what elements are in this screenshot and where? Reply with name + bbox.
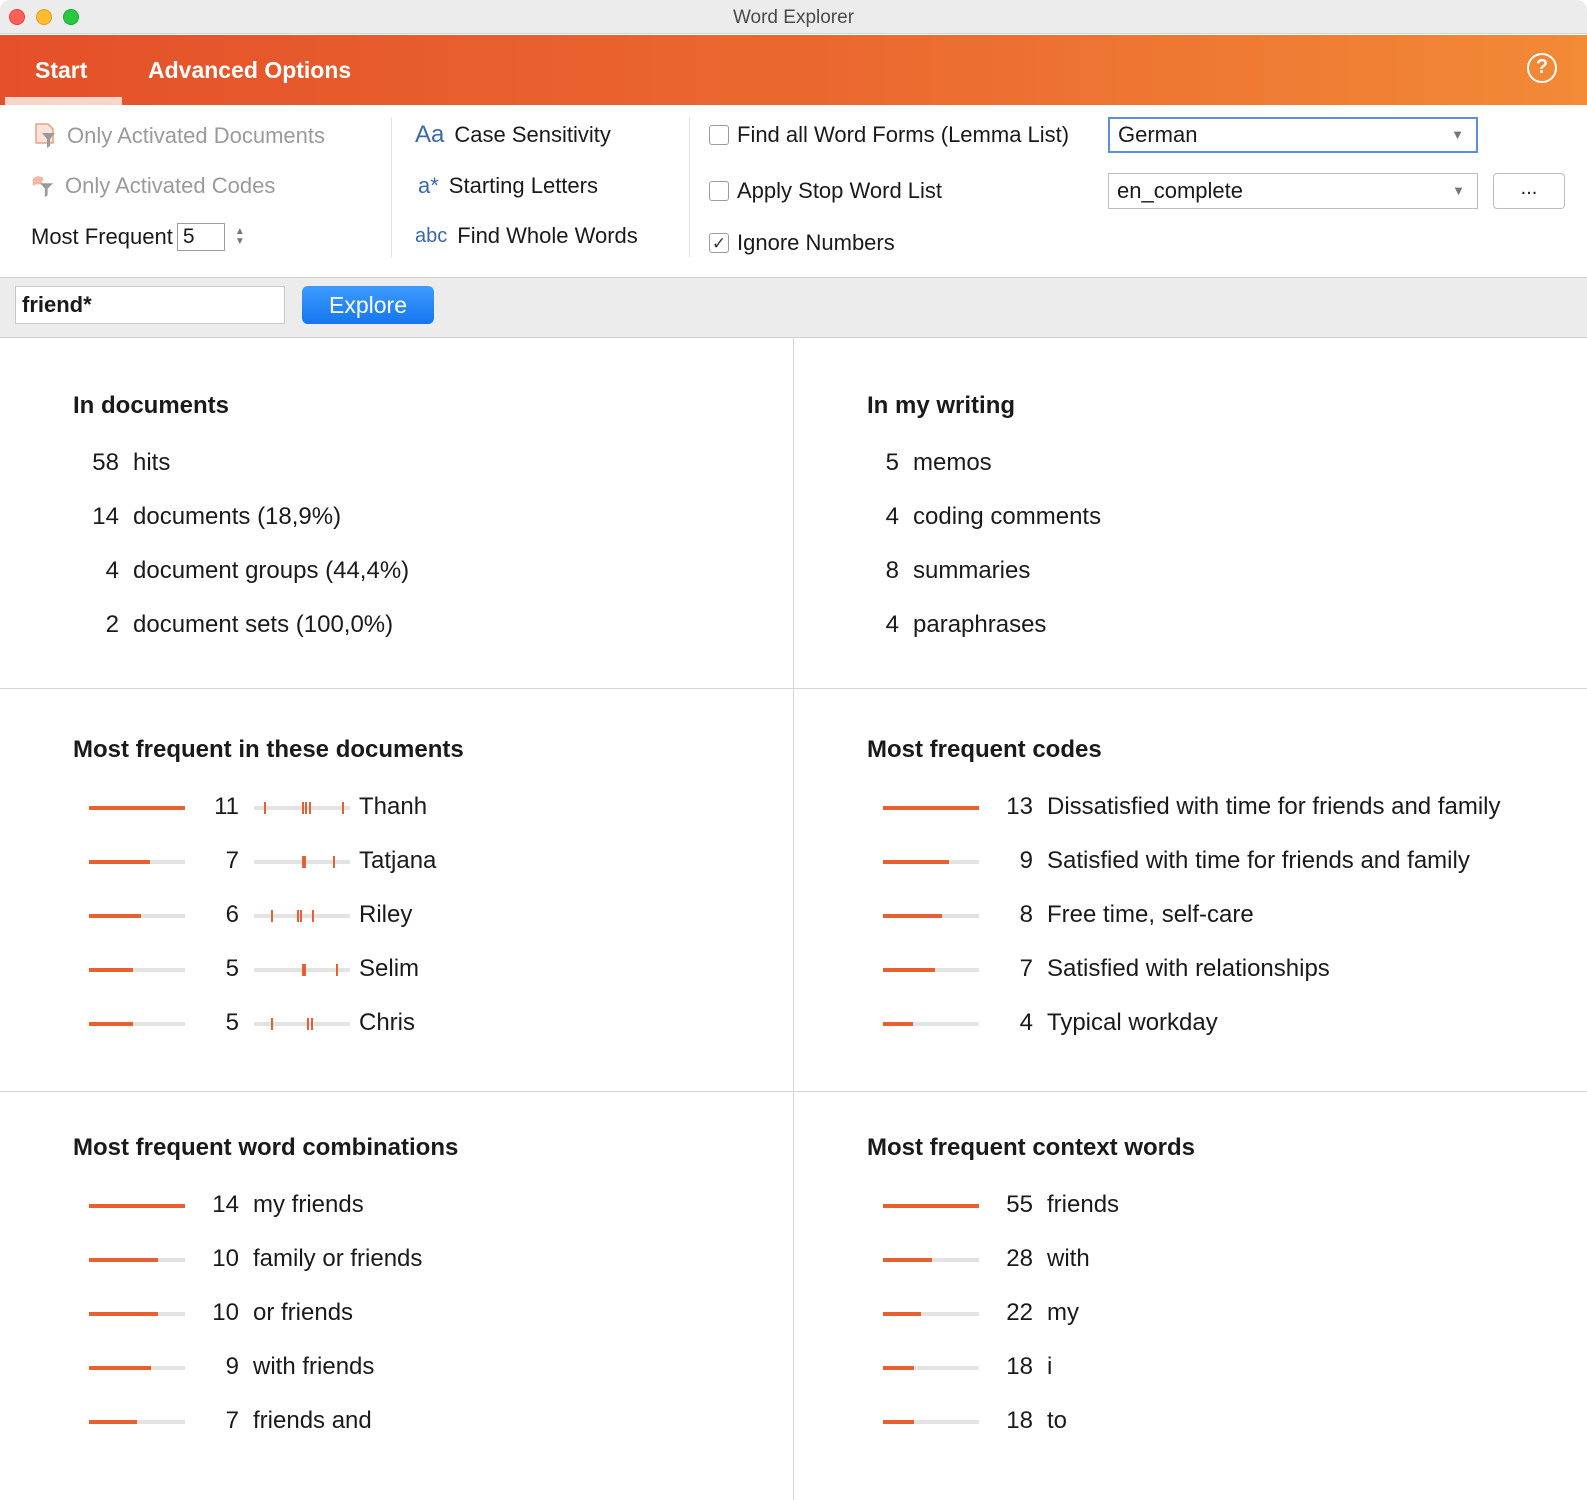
stop-list-value: en_complete <box>1117 178 1243 203</box>
section-title: Most frequent codes <box>867 736 1102 763</box>
document-name: Chris <box>359 1009 416 1036</box>
frequency-bar-fill <box>883 1258 932 1262</box>
freq-context-row[interactable]: 28 with <box>883 1245 1483 1275</box>
stat-row[interactable]: 4 coding comments <box>885 503 1102 530</box>
section-title: Most frequent in these documents <box>73 736 464 763</box>
options-toolbar <box>0 105 1587 278</box>
freq-combinations-section <box>73 1134 833 1444</box>
find-whole-words-label: Find Whole Words <box>457 223 638 248</box>
combination-text: my friends <box>253 1191 364 1218</box>
frequency-bar <box>89 1420 185 1424</box>
frequency-bar <box>883 1258 979 1262</box>
stat-row[interactable]: 58 hits <box>92 449 171 476</box>
frequency-bar-fill <box>89 806 185 810</box>
ignore-numbers-label: Ignore Numbers <box>737 230 895 255</box>
language-value: German <box>1118 122 1198 147</box>
row-divider <box>0 688 1587 689</box>
frequency-bar-fill <box>89 968 133 972</box>
stat-row[interactable]: 5 memos <box>885 449 992 476</box>
context-word: i <box>1047 1353 1053 1380</box>
frequency-bar-fill <box>89 1366 151 1370</box>
frequency-bar-fill <box>883 968 935 972</box>
chevron-down-icon: ▼ <box>1452 183 1465 198</box>
freq-code-row[interactable]: 9 Satisfied with time for friends and family <box>883 847 1563 877</box>
occurrence-tick <box>311 1018 313 1030</box>
frequency-bar <box>89 968 185 972</box>
distribution-sparkline <box>254 968 350 972</box>
frequency-bar <box>883 1022 979 1026</box>
section-title: Most frequent context words <box>867 1134 1196 1161</box>
case-sensitivity-icon: Aa <box>415 121 445 148</box>
chevron-down-icon: ▼ <box>1451 127 1464 142</box>
context-word: with <box>1047 1245 1090 1272</box>
stop-list-dropdown[interactable] <box>1108 173 1478 209</box>
lemma-checkbox[interactable] <box>709 125 729 145</box>
stop-word-list-checkbox[interactable] <box>709 178 942 204</box>
frequency-bar <box>89 860 185 864</box>
most-frequent-label: Most Frequent <box>31 224 173 249</box>
window-title: Word Explorer <box>732 7 855 28</box>
ignore-numbers-checkbox[interactable] <box>709 230 895 256</box>
context-word: my <box>1047 1299 1079 1326</box>
code-name: Satisfied with relationships <box>1047 955 1330 982</box>
frequency-bar-fill <box>89 1258 158 1262</box>
stat-row[interactable]: 2 document sets (100,0%) <box>105 611 394 638</box>
freq-context-row[interactable]: 18 i <box>883 1353 1483 1383</box>
freq-combination-row[interactable]: 14 my friends <box>89 1191 689 1221</box>
starting-letters-label: Starting Letters <box>448 173 598 198</box>
frequency-bar <box>883 1204 979 1208</box>
code-name: Satisfied with time for friends and family <box>1047 847 1470 874</box>
freq-doc-row[interactable]: 5 Selim <box>89 955 689 985</box>
occurrence-tick <box>309 802 311 814</box>
most-frequent-control <box>31 223 245 251</box>
frequency-bar <box>89 806 185 810</box>
distribution-sparkline <box>254 914 350 918</box>
freq-doc-row[interactable]: 11 Thanh <box>89 793 689 823</box>
code-name: Dissatisfied with time for friends and family <box>1047 793 1501 820</box>
starting-letters-icon: a* <box>418 173 439 198</box>
frequency-bar-fill <box>89 1204 185 1208</box>
only-activated-documents-button[interactable] <box>33 123 325 149</box>
toolbar-divider <box>689 117 690 257</box>
section-title: In my writing <box>867 392 1016 419</box>
occurrence-tick <box>264 802 266 814</box>
frequency-bar-fill <box>89 860 150 864</box>
occurrence-tick <box>312 910 314 922</box>
occurrence-tick <box>333 856 335 868</box>
frequency-bar <box>883 806 979 810</box>
distribution-sparkline <box>254 806 350 810</box>
frequency-bar-fill <box>883 1022 913 1026</box>
code-name: Free time, self-care <box>1047 901 1254 928</box>
starting-letters-option[interactable] <box>418 173 598 199</box>
tab-advanced-options[interactable]: Advanced Options <box>148 57 352 83</box>
frequency-bar <box>883 1420 979 1424</box>
language-dropdown[interactable] <box>1108 117 1478 153</box>
freq-combination-row[interactable]: 10 family or friends <box>89 1245 689 1275</box>
frequency-bar <box>883 914 979 918</box>
frequency-bar <box>89 1258 185 1262</box>
context-word: to <box>1047 1407 1068 1434</box>
frequency-bar <box>883 860 979 864</box>
only-activated-codes-button[interactable] <box>31 173 275 199</box>
stat-row[interactable]: 4 document groups (44,4%) <box>105 557 410 584</box>
toolbar-divider <box>391 117 392 257</box>
frequency-bar <box>89 1204 185 1208</box>
frequency-bar-fill <box>89 1022 133 1026</box>
most-frequent-input[interactable]: 5 <box>177 223 225 251</box>
freq-code-row[interactable]: 13 Dissatisfied with time for friends and family <box>883 793 1563 823</box>
help-icon[interactable]: ? <box>1527 53 1557 83</box>
document-name: Tatjana <box>359 847 437 874</box>
ignore-numbers-check[interactable]: ✓ <box>709 233 729 253</box>
frequency-bar-fill <box>883 1420 914 1424</box>
code-name: Typical workday <box>1047 1009 1218 1036</box>
frequency-bar-fill <box>883 1312 921 1316</box>
stat-row[interactable]: 14 documents (18,9%) <box>92 503 342 530</box>
frequency-bar-fill <box>89 914 141 918</box>
document-name: Selim <box>359 955 420 982</box>
freq-context-row[interactable]: 55 friends <box>883 1191 1483 1221</box>
freq-context-row[interactable]: 22 my <box>883 1299 1483 1329</box>
occurrence-tick <box>297 910 299 922</box>
row-divider <box>0 1091 1587 1092</box>
find-whole-words-option[interactable] <box>415 223 638 249</box>
frequency-bar <box>883 1312 979 1316</box>
occurrence-tick <box>302 802 304 814</box>
frequency-bar <box>89 1366 185 1370</box>
explore-button[interactable]: Explore <box>302 286 434 324</box>
only-activated-codes-label: Only Activated Codes <box>65 173 276 198</box>
most-frequent-stepper[interactable]: ▲ ▼ <box>234 226 245 247</box>
combination-text: with friends <box>253 1353 375 1380</box>
stat-row[interactable]: 8 summaries <box>885 557 1031 584</box>
occurrence-tick <box>300 910 302 922</box>
lemma-list-checkbox[interactable] <box>709 122 1069 148</box>
occurrence-tick <box>271 1018 273 1030</box>
in-documents-section <box>73 392 833 652</box>
occurrence-tick <box>336 964 338 976</box>
search-input[interactable]: friend* <box>15 286 285 324</box>
only-activated-documents-label: Only Activated Documents <box>67 123 326 148</box>
tab-start[interactable]: Start <box>35 57 88 83</box>
frequency-bar <box>89 1312 185 1316</box>
section-title: In documents <box>73 392 230 419</box>
frequency-bar <box>883 968 979 972</box>
frequency-bar-fill <box>89 1312 158 1316</box>
freq-doc-row[interactable]: 6 Riley <box>89 901 689 931</box>
occurrence-tick <box>271 910 273 922</box>
document-name: Thanh <box>359 793 428 820</box>
combination-text: friends and <box>253 1407 372 1434</box>
case-sensitivity-option[interactable] <box>415 121 611 149</box>
stop-word-label: Apply Stop Word List <box>737 178 943 203</box>
occurrence-tick <box>304 964 306 976</box>
frequency-bar-fill <box>883 806 979 810</box>
document-name: Riley <box>359 901 413 928</box>
case-sensitivity-label: Case Sensitivity <box>454 122 611 147</box>
ribbon <box>0 35 1587 105</box>
occurrence-tick <box>342 802 344 814</box>
stat-row[interactable]: 4 paraphrases <box>885 611 1047 638</box>
freq-docs-section <box>73 736 833 1046</box>
distribution-sparkline <box>254 1022 350 1026</box>
find-whole-words-icon: abc <box>415 224 448 247</box>
freq-code-row[interactable]: 4 Typical workday <box>883 1009 1563 1039</box>
occurrence-tick <box>305 802 307 814</box>
freq-context-section <box>867 1134 1567 1444</box>
occurrence-tick <box>304 856 306 868</box>
context-word: friends <box>1047 1191 1120 1218</box>
frequency-bar-fill <box>883 1204 979 1208</box>
frequency-bar <box>89 914 185 918</box>
active-tab-indicator <box>5 97 122 105</box>
freq-combination-row[interactable]: 10 or friends <box>89 1299 689 1329</box>
freq-combination-row[interactable]: 9 with friends <box>89 1353 689 1383</box>
section-title: Most frequent word combinations <box>73 1134 459 1161</box>
occurrence-tick <box>307 1018 309 1030</box>
frequency-bar-fill <box>883 860 949 864</box>
combination-text: or friends <box>253 1299 354 1326</box>
freq-code-row[interactable]: 7 Satisfied with relationships <box>883 955 1563 985</box>
freq-context-row[interactable]: 18 to <box>883 1407 1483 1437</box>
frequency-bar-fill <box>883 914 942 918</box>
freq-combination-row[interactable]: 7 friends and <box>89 1407 689 1437</box>
frequency-bar <box>89 1022 185 1026</box>
freq-doc-row[interactable]: 5 Chris <box>89 1009 689 1039</box>
freq-doc-row[interactable]: 7 Tatjana <box>89 847 689 877</box>
title-bar <box>0 0 1587 34</box>
stop-list-more-button[interactable]: ... <box>1493 173 1565 209</box>
in-my-writing-section <box>867 392 1587 652</box>
lemma-label: Find all Word Forms (Lemma List) <box>737 122 1070 147</box>
frequency-bar-fill <box>89 1420 137 1424</box>
distribution-sparkline <box>254 860 350 864</box>
frequency-bar <box>883 1366 979 1370</box>
freq-code-row[interactable]: 8 Free time, self-care <box>883 901 1563 931</box>
stop-word-checkbox[interactable] <box>709 181 729 201</box>
code-filter-icon <box>31 173 55 199</box>
combination-text: family or friends <box>253 1245 423 1272</box>
frequency-bar-fill <box>883 1366 914 1370</box>
search-bar <box>0 278 1587 338</box>
document-filter-icon <box>33 123 57 149</box>
freq-codes-section <box>867 736 1567 1046</box>
